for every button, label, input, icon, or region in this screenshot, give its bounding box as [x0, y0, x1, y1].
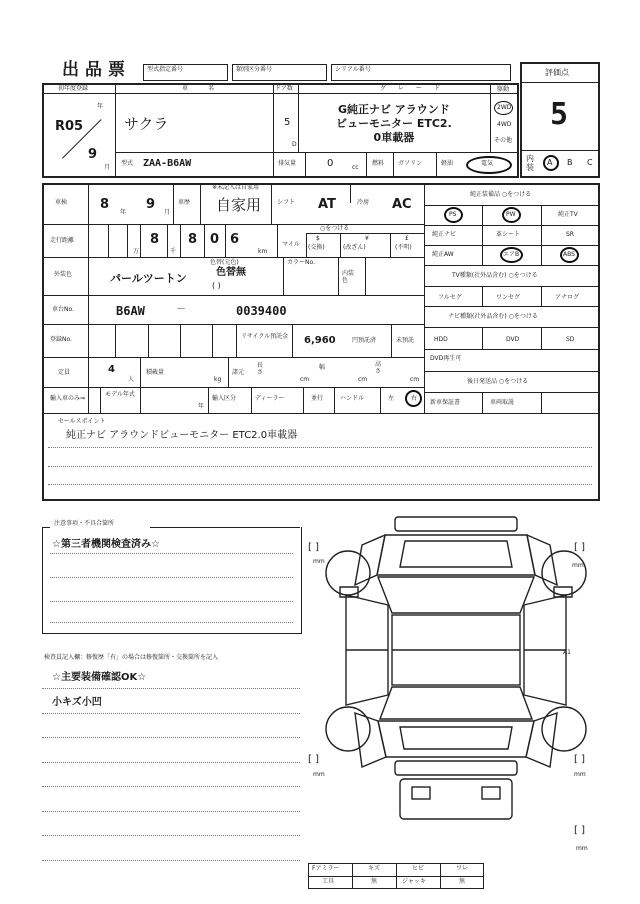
rating-value: 5	[550, 97, 569, 132]
tv-title: TV種類(社外品含む) ○をつける	[452, 272, 538, 279]
doors-value: 5	[284, 117, 291, 128]
rating-label: 評価点	[545, 68, 569, 77]
inspection-year: 8	[100, 197, 110, 212]
interior-grade-a: A	[547, 158, 553, 167]
docs-title: 後日発送品 ○をつける	[467, 378, 529, 385]
equip-tv: 純正TV	[558, 211, 578, 218]
mileage-digit-5: 0	[210, 232, 220, 247]
color-change-value: 色替無	[216, 267, 246, 278]
serial-number-field: シリアル番号	[331, 64, 511, 81]
grade-line-1: G純正ナビ アラウンド	[337, 103, 450, 116]
equip-aw: 純正AW	[432, 251, 454, 258]
tire-depth-rear-left: [ ]	[308, 754, 319, 765]
grade-line-2: ビューモニター ETC2.	[336, 116, 452, 130]
tire-depth-front-left: [ ]	[308, 542, 319, 553]
sales-point-label: セールスポイント	[58, 418, 106, 425]
displacement-value: 0	[327, 158, 334, 169]
fuel-gasoline: ガソリン	[398, 160, 423, 167]
type-designation-field: 型式指定番号	[143, 64, 228, 81]
equip-abs: ABS	[563, 251, 575, 258]
inspector-line-2: 小キズ小凹	[52, 697, 102, 708]
ac-value: AC	[392, 197, 412, 212]
first-reg-month: 9	[88, 147, 98, 162]
interior-grade-c: C	[587, 158, 593, 167]
notes-label: 注意事項・不具合箇所	[54, 520, 115, 527]
grade-label: グレード	[380, 85, 453, 92]
drive-2wd: 2WD	[497, 104, 512, 111]
chassis-number: 0039400	[236, 304, 287, 318]
sales-point-text: 純正ナビ アラウンドビューモニター ETC2.0車載器	[66, 430, 298, 441]
drive-other: その他	[494, 137, 513, 144]
first-reg-year: R05	[55, 119, 84, 134]
inspector-label: 検査員記入欄：修復歴「有」の場合は修復箇所・交換箇所を記入	[44, 654, 219, 661]
recycle-value: 6,960	[304, 335, 336, 346]
equipment-title: 純正装備品 ○をつける	[470, 191, 532, 198]
mileage-digit-4: 8	[188, 232, 198, 247]
shift-value: AT	[318, 197, 336, 212]
car-name: サクラ	[124, 115, 169, 133]
interior-grade-b: B	[567, 158, 573, 167]
inspection-month: 9	[146, 197, 156, 212]
capacity-value: 4	[108, 364, 115, 375]
car-name-label: 車名	[182, 85, 235, 92]
equip-sr: SR	[566, 231, 574, 238]
notes-line-1: ☆第三者機関検査済み☆	[52, 539, 160, 550]
tire-depth-front-right: [ ]	[574, 542, 585, 553]
first-reg-label: 初年度登録	[58, 85, 89, 92]
navi-title: ナビ種類(社外品含む) ○をつける	[448, 313, 538, 320]
grade-line-3: 0車載器	[373, 130, 415, 144]
inspector-line-1: ☆主要装備確認OK☆	[52, 672, 147, 683]
equip-pw: PW	[506, 211, 516, 218]
interior-label: 内装	[526, 154, 534, 172]
fuel-diesel: 軽油	[441, 160, 454, 167]
equip-leather: 革シート	[496, 231, 521, 238]
tire-depth-spare: [ ]	[574, 825, 585, 836]
mileage-digit-6: 6	[230, 232, 240, 247]
damage-mark-a1: A1	[563, 649, 571, 656]
drive-4wd: 4WD	[497, 121, 512, 128]
car-damage-diagram	[300, 505, 620, 865]
fuel-electric: 電気	[481, 160, 494, 167]
chassis-prefix: B6AW	[116, 304, 145, 318]
equip-navi: 純正ナビ	[432, 231, 457, 238]
category-number-field: 類別区分番号	[232, 64, 327, 81]
mileage-digit-3: 8	[150, 232, 160, 247]
equip-ps: PS	[449, 211, 457, 218]
model-code: ZAA-B6AW	[143, 158, 192, 169]
usage-value: 自家用	[216, 196, 262, 214]
exterior-color: パールツートン	[110, 272, 187, 285]
tire-depth-rear-right: [ ]	[574, 754, 585, 765]
form-title: 出品票	[62, 60, 131, 80]
equip-airbag: エアB	[503, 251, 520, 258]
